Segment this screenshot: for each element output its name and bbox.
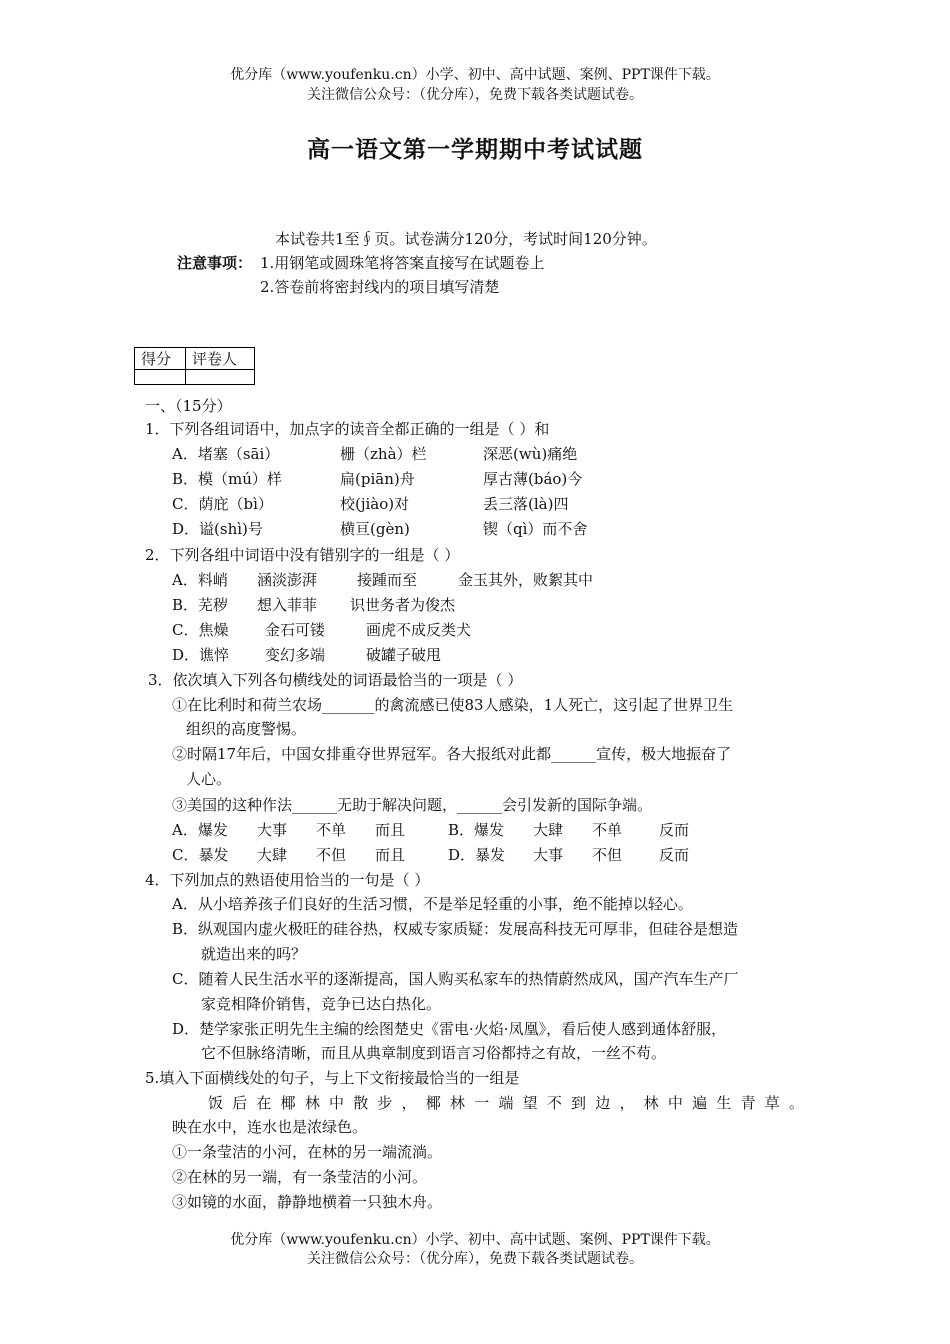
passage-char: 遍: [692, 1094, 708, 1112]
passage-char: 望: [522, 1094, 538, 1112]
q3-opt-b-2: 大肆: [533, 821, 564, 839]
score-table: [134, 347, 255, 385]
q3-sentence-2a: ②时隔17年后，中国女排重夺世界冠军。各大报纸对此都______宣传，极大地振奋了: [172, 745, 732, 763]
passage-char: 草: [764, 1094, 780, 1112]
q1-c-3: 丢三落(là)四: [483, 495, 569, 513]
grader-cell: [186, 370, 255, 385]
q2-a-2: 涵淡澎湃: [257, 571, 318, 589]
q2-c-3: 画虎不成反类犬: [366, 621, 472, 639]
q3-sentence-1a: ①在比利时和荷兰农场_______的禽流感已使83人感染，1人死亡，这引起了世界卫生: [172, 696, 734, 714]
q3-opt-d-3: 不但: [592, 846, 623, 864]
passage-char: 边: [595, 1094, 611, 1112]
q1-d-2: 横亘(gèn): [340, 520, 410, 538]
section-1-heading: 一、（15分）: [145, 397, 232, 415]
score-header: 得分: [135, 348, 186, 370]
passage-char: 饭: [208, 1094, 224, 1112]
q3-opt-d-2: 大事: [533, 846, 564, 864]
q5-option-1: ①一条莹洁的小河，在林的另一端流淌。: [172, 1143, 443, 1161]
q2-c-1: C．焦燥: [172, 621, 229, 639]
q4-option-a: A．从小培养孩子们良好的生活习惯，不是举足轻重的小事，绝不能掉以轻心。: [172, 895, 693, 913]
q2-a-3: 接踵而至: [357, 571, 418, 589]
q5-passage-line2: 映在水中，连水也是浓绿色。: [172, 1118, 368, 1136]
q1-stem: 1．下列各组词语中，加点字的读音全都正确的一组是（ ）和: [145, 420, 550, 438]
passage-char: 椰: [280, 1094, 296, 1112]
passage-char: 林: [643, 1094, 659, 1112]
q1-b-3: 厚古薄(báo)今: [483, 470, 583, 488]
q2-b-3: 识世务者为俊杰: [350, 596, 456, 614]
passage-char: 散: [353, 1094, 369, 1112]
q1-d-1: D．谥(shì)号: [172, 520, 263, 538]
q5-passage-line1: [208, 1094, 804, 1112]
header-line-1: 优分库（www.youfenku.cn）小学、初中、高中试题、案例、PPT课件下载。: [230, 67, 720, 83]
q3-opt-c-1: C．暴发: [172, 846, 229, 864]
q4-stem: 4．下列加点的熟语使用恰当的一句是（ ）: [145, 871, 430, 889]
exam-intro: 本试卷共1至∮页。试卷满分120分，考试时间120分钟。: [275, 230, 657, 248]
passage-char: 椰: [425, 1094, 441, 1112]
q3-opt-b-3: 不单: [592, 821, 623, 839]
score-cell: [135, 370, 186, 385]
q5-option-2: ②在林的另一端，有一条莹洁的小河。: [172, 1168, 428, 1186]
passage-char: 步: [377, 1094, 393, 1112]
q1-c-1: C．荫庇（bì）: [172, 495, 273, 513]
q2-b-1: B．芜秽: [172, 596, 229, 614]
q3-stem: 3．依次填入下列各句横线处的词语最恰当的一项是（ ）: [148, 671, 523, 689]
q3-opt-d-4: 反而: [659, 846, 690, 864]
q3-opt-a-3: 不单: [316, 821, 347, 839]
passage-char: 到: [571, 1094, 587, 1112]
passage-char: 不: [546, 1094, 562, 1112]
passage-char: ，: [401, 1094, 417, 1112]
q2-a-1: A．料峭: [172, 571, 228, 589]
q2-d-1: D．谯悴: [172, 646, 230, 664]
q1-b-2: 扁(piān)舟: [340, 470, 415, 488]
q2-d-3: 破罐子破甩: [366, 646, 442, 664]
q3-sentence-2b: 人心。: [186, 770, 232, 788]
q1-a-3: 深恶(wù)痛绝: [483, 445, 578, 463]
q3-opt-c-2: 大肆: [257, 846, 288, 864]
q5-stem: 5.填入下面横线处的句子，与上下文衔接最恰当的一组是: [145, 1069, 520, 1087]
q1-a-1: A．堵塞（sāi）: [172, 445, 280, 463]
q2-b-2: 想入菲菲: [257, 596, 318, 614]
q3-opt-b-4: 反而: [659, 821, 690, 839]
footer-line-1: 优分库（www.youfenku.cn）小学、初中、高中试题、案例、PPT课件下载。: [230, 1232, 720, 1248]
q4-option-c-line2: 家竞相降价销售，竞争已达白热化。: [201, 995, 442, 1013]
q3-opt-b-1: B．爆发: [448, 821, 505, 839]
q5-option-3: ③如镜的水面，静静地横着一只独木舟。: [172, 1193, 443, 1211]
q1-a-2: 栅（zhà）栏: [340, 445, 427, 463]
q1-d-3: 锲（qì）而不舍: [483, 520, 588, 538]
q3-sentence-1b: 组织的高度警惕。: [186, 720, 307, 738]
passage-char: 青: [740, 1094, 756, 1112]
footer-line-2: 关注微信公众号：（优分库），免费下载各类试题试卷。: [307, 1251, 643, 1267]
passage-char: 生: [716, 1094, 732, 1112]
q4-option-b-line2: 就造出来的吗？: [201, 945, 307, 963]
passage-char: 在: [256, 1094, 272, 1112]
passage-char: 中: [667, 1094, 683, 1112]
passage-char: 端: [498, 1094, 514, 1112]
q4-option-b-line1: B．纵观国内虚火极旺的硅谷热，权威专家质疑：发展高科技无可厚非，但硅谷是想造: [172, 920, 739, 938]
q4-option-d-line2: 它不但脉络清晰，而且从典章制度到语言习俗都持之有故，一丝不苟。: [201, 1044, 667, 1062]
q3-opt-c-4: 而且: [375, 846, 406, 864]
q1-b-1: B．模（mú）样: [172, 470, 282, 488]
q3-opt-d-1: D．暴发: [448, 846, 506, 864]
passage-char: 后: [232, 1094, 248, 1112]
notice-item-1: 1.用钢笔或圆珠笔将答案直接写在试题卷上: [260, 254, 545, 272]
notice-label: 注意事项：: [177, 254, 253, 272]
page-title: 高一语文第一学期期中考试试题: [307, 136, 643, 163]
q2-d-2: 变幻多端: [265, 646, 326, 664]
header-line-2: 关注微信公众号：（优分库），免费下载各类试题试卷。: [307, 87, 643, 103]
q4-option-d-line1: D．楚学家张正明先生主编的绘图楚史《雷电·火焰·凤凰》，看后使人感到通体舒服，: [172, 1020, 727, 1038]
passage-char: 林: [450, 1094, 466, 1112]
q2-stem: 2．下列各组中词语中没有错别字的一组是（ ）: [145, 546, 460, 564]
q2-c-2: 金石可镂: [265, 621, 326, 639]
q3-opt-a-1: A．爆发: [172, 821, 228, 839]
passage-char: 一: [474, 1094, 490, 1112]
q3-opt-a-4: 而且: [375, 821, 406, 839]
passage-char: 林: [304, 1094, 320, 1112]
q3-opt-c-3: 不但: [316, 846, 347, 864]
q3-opt-a-2: 大事: [257, 821, 288, 839]
passage-char: 中: [329, 1094, 345, 1112]
grader-header: 评卷人: [186, 348, 255, 370]
q4-option-c-line1: C．随着人民生活水平的逐渐提高，国人购买私家车的热情蔚然成风，国产汽车生产厂: [172, 970, 739, 988]
passage-char: ，: [619, 1094, 635, 1112]
q1-c-2: 校(jiào)对: [340, 495, 410, 513]
q3-sentence-3: ③美国的这种作法______无助于解决问题，______会引发新的国际争端。: [172, 796, 653, 814]
notice-item-2: 2.答卷前将密封线内的项目填写清楚: [260, 278, 500, 296]
passage-char: 。: [788, 1094, 804, 1112]
q2-a-4: 金玉其外，败絮其中: [458, 571, 594, 589]
